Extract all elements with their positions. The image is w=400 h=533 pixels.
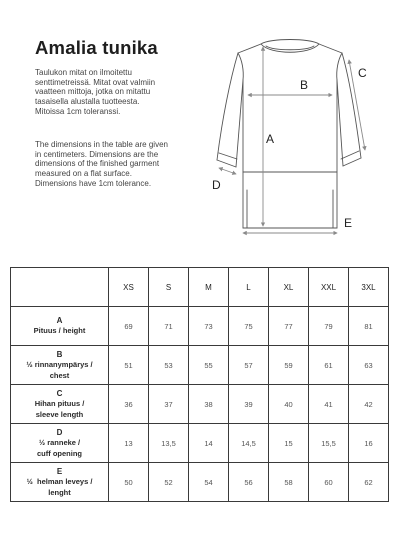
collar-front: [261, 44, 319, 52]
value-cell: 13,5: [149, 424, 189, 463]
value-cell: 14,5: [229, 424, 269, 463]
value-cell: 57: [229, 346, 269, 385]
label-e: E: [344, 216, 353, 230]
value-cell: 81: [349, 307, 389, 346]
size-header: M: [189, 268, 229, 307]
intro-line: vaatteen mittoja, jotka on mitattu: [35, 87, 151, 97]
right-sleeve-inner: [337, 80, 343, 166]
value-cell: 13: [109, 424, 149, 463]
row-description-line: sleeve length: [35, 409, 84, 419]
row-description-line: Pituus / height: [33, 326, 86, 336]
value-cell: 79: [309, 307, 349, 346]
row-letter: E: [56, 467, 63, 476]
value-cell: 73: [189, 307, 229, 346]
value-cell: 41: [309, 385, 349, 424]
row-description-line: Hihan pituus /: [34, 399, 85, 408]
row-description-line: ½ ranneke /: [38, 438, 81, 447]
row-letter: D: [56, 428, 63, 437]
value-cell: 60: [309, 463, 349, 502]
left-shoulder-seam: [238, 53, 243, 80]
collar-inner: [266, 46, 314, 50]
value-cell: 69: [109, 307, 149, 346]
row-label-b: [11, 346, 109, 385]
value-cell: 75: [229, 307, 269, 346]
intro-english: [35, 140, 195, 189]
table-row-a: [11, 307, 389, 346]
table-row-b: [11, 346, 389, 385]
page-title: Amalia tunika: [35, 37, 158, 58]
row-letter: B: [56, 350, 63, 359]
value-cell: 77: [269, 307, 309, 346]
intro-line: tasaisella alustalla tuotteesta.: [35, 97, 140, 107]
header-empty-cell: [11, 268, 109, 307]
table-row-c: [11, 385, 389, 424]
value-cell: 59: [269, 346, 309, 385]
size-header: XXL: [309, 268, 349, 307]
label-d: D: [212, 178, 221, 192]
value-cell: 56: [229, 463, 269, 502]
row-letter: A: [56, 316, 63, 326]
value-cell: 50: [109, 463, 149, 502]
intro-line: dimensions of the finished garment: [35, 159, 160, 169]
row-label-a: [11, 307, 109, 346]
right-cuff: [343, 158, 361, 166]
label-a: A: [266, 132, 275, 146]
size-header: L: [229, 268, 269, 307]
row-label-c: [11, 385, 109, 424]
value-cell: 15: [269, 424, 309, 463]
right-shoulder: [319, 44, 342, 53]
right-cuff-band: [341, 151, 359, 159]
label-c: C: [358, 66, 367, 80]
intro-line: Taulukon mitat on ilmoitettu: [35, 68, 132, 77]
value-cell: 63: [349, 346, 389, 385]
value-cell: 15,5: [309, 424, 349, 463]
size-header: XS: [109, 268, 149, 307]
tunic-illustration: [217, 40, 361, 229]
row-description-line: lenght: [48, 487, 71, 497]
row-description-line: ½ rinnanympärys /: [26, 360, 93, 369]
intro-line: in centimeters. Dimensions are the: [35, 149, 159, 159]
table-row-d: [11, 424, 389, 463]
value-cell: 52: [149, 463, 189, 502]
size-table: [10, 267, 389, 502]
size-header: 3XL: [349, 268, 389, 307]
value-cell: 58: [269, 463, 309, 502]
measurement-lines: [219, 47, 365, 233]
table-header-row: [11, 268, 389, 307]
intro-line: The dimensions in the table are given: [35, 140, 168, 149]
value-cell: 71: [149, 307, 189, 346]
value-cell: 53: [149, 346, 189, 385]
row-letter: C: [56, 389, 63, 398]
row-description-line: cuff opening: [37, 448, 82, 458]
intro-finnish: [35, 68, 195, 117]
value-cell: 38: [189, 385, 229, 424]
garment-measurement-diagram: [205, 30, 380, 242]
value-cell: 55: [189, 346, 229, 385]
table-row-e: [11, 463, 389, 502]
collar-back: [261, 40, 319, 45]
left-sleeve-outer: [217, 53, 238, 160]
value-cell: 40: [269, 385, 309, 424]
right-shoulder-seam: [337, 53, 342, 80]
value-cell: 37: [149, 385, 189, 424]
value-cell: 51: [109, 346, 149, 385]
row-label-e: [11, 463, 109, 502]
label-b: B: [300, 78, 309, 92]
intro-line: measured on a flat surface.: [35, 169, 132, 179]
value-cell: 61: [309, 346, 349, 385]
measure-line-d: [219, 168, 236, 174]
value-cell: 54: [189, 463, 229, 502]
intro-line: Dimensions have 1cm tolerance.: [35, 178, 152, 188]
intro-line: Mitoissa 1cm toleranssi.: [35, 106, 121, 116]
value-cell: 39: [229, 385, 269, 424]
value-cell: 62: [349, 463, 389, 502]
left-cuff: [217, 160, 236, 167]
size-header: XL: [269, 268, 309, 307]
left-cuff-band: [219, 153, 237, 159]
intro-line: senttimetreissä. Mitat ovat valmiin: [35, 77, 156, 87]
left-sleeve-inner: [236, 80, 243, 167]
row-label-d: [11, 424, 109, 463]
value-cell: 42: [349, 385, 389, 424]
value-cell: 36: [109, 385, 149, 424]
value-cell: 14: [189, 424, 229, 463]
size-header: S: [149, 268, 189, 307]
row-description-line: ½ helman leveys /: [26, 477, 93, 486]
row-description-line: chest: [49, 370, 70, 380]
value-cell: 16: [349, 424, 389, 463]
left-shoulder: [238, 44, 261, 53]
